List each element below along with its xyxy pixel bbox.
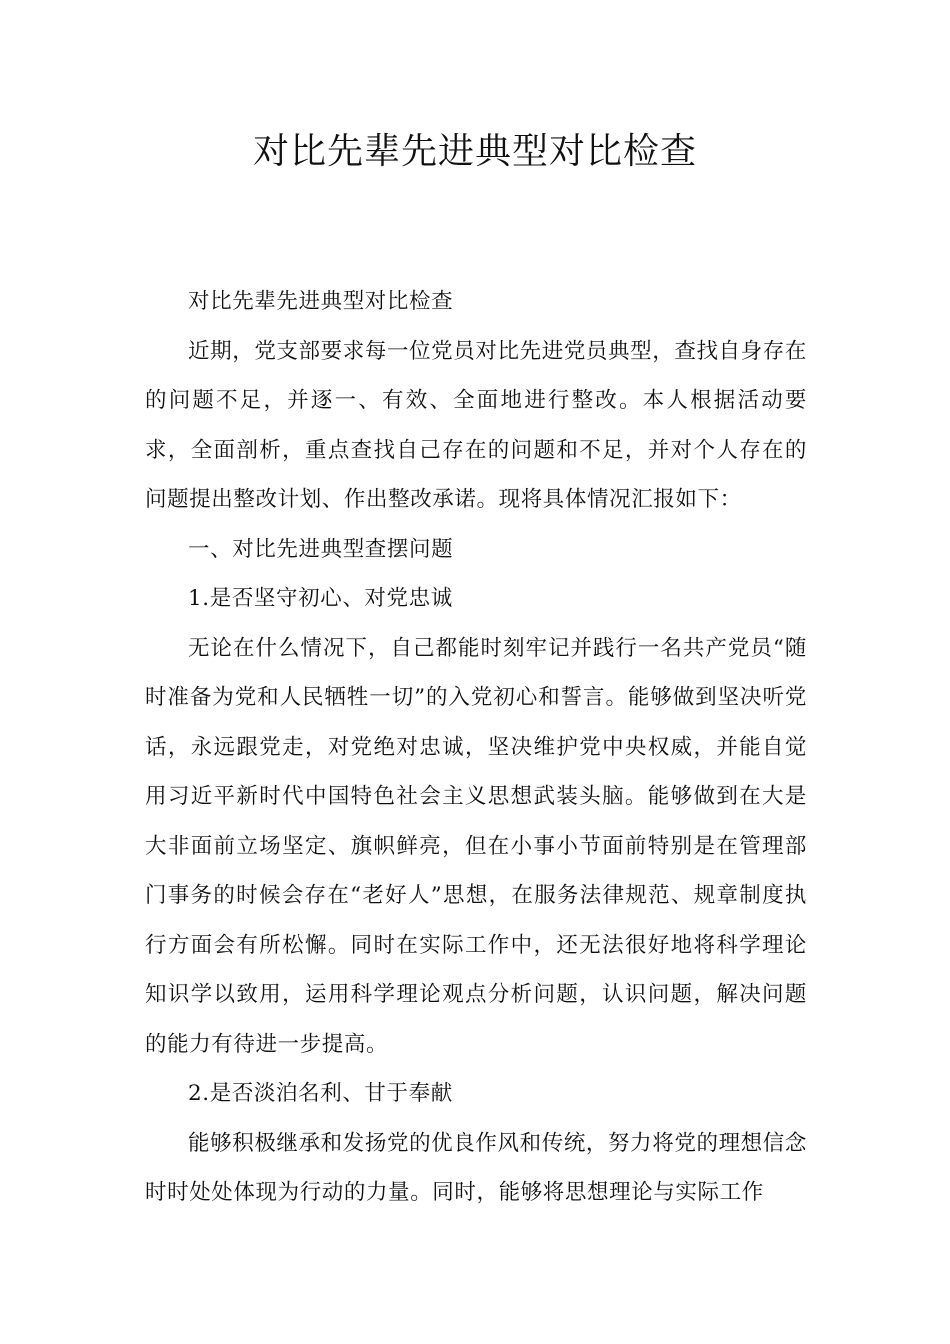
section-heading: 一、对比先进典型查摆问题: [188, 536, 454, 562]
subtitle-paragraph: 对比先辈先进典型对比检查: [188, 289, 454, 314]
subsection-heading-2: 2.是否淡泊名利、甘于奉献: [188, 1081, 453, 1106]
body-paragraph-2: 能够积极继承和发扬党的优良作风和传统，努力将党的理想信念时时处处体现为行动的力量。同时，能够将思想理论与实际工作: [145, 1130, 807, 1205]
intro-paragraph: 近期，党支部要求每一位党员对比先进党员典型，查找自身存在的问题不足，并逐一、有效、全面地进行整改。本人根据活动要求，全面剖析，重点查找自己存在的问题和不足，并对个人存在的问题提出整改计划、作出整改承诺。现将具体情况汇报如下：: [145, 338, 807, 512]
body-paragraph-1: 无论在什么情况下，自己都能时刻牢记并践行一名共产党员“随时准备为党和人民牺牲一切”的入党初心和誓言。能够做到坚决听党话，永远跟党走，对党绝对忠诚，坚决维护党中央权威，并能自觉用习近平新时代中国特色社会主义思想武装头脑。能够做到在大是大非面前立场坚定、旗帜鲜亮，但在小事小节面前特别是在管理部门事务的时候会存在“老好人”思想，在服务法律规范、规章制度执行方面会有所松懈。同时在实际工作中，还无法很好地将科学理论知识学以致用，运用科学理论观点分析问题，认识问题，解决问题的能力有待进一步提高。: [145, 635, 807, 1057]
subsection-heading-1: 1.是否坚守初心、对党忠诚: [188, 586, 453, 611]
document-title: 对比先辈先进典型对比检查: [252, 131, 697, 172]
document-body: [145, 277, 807, 1218]
